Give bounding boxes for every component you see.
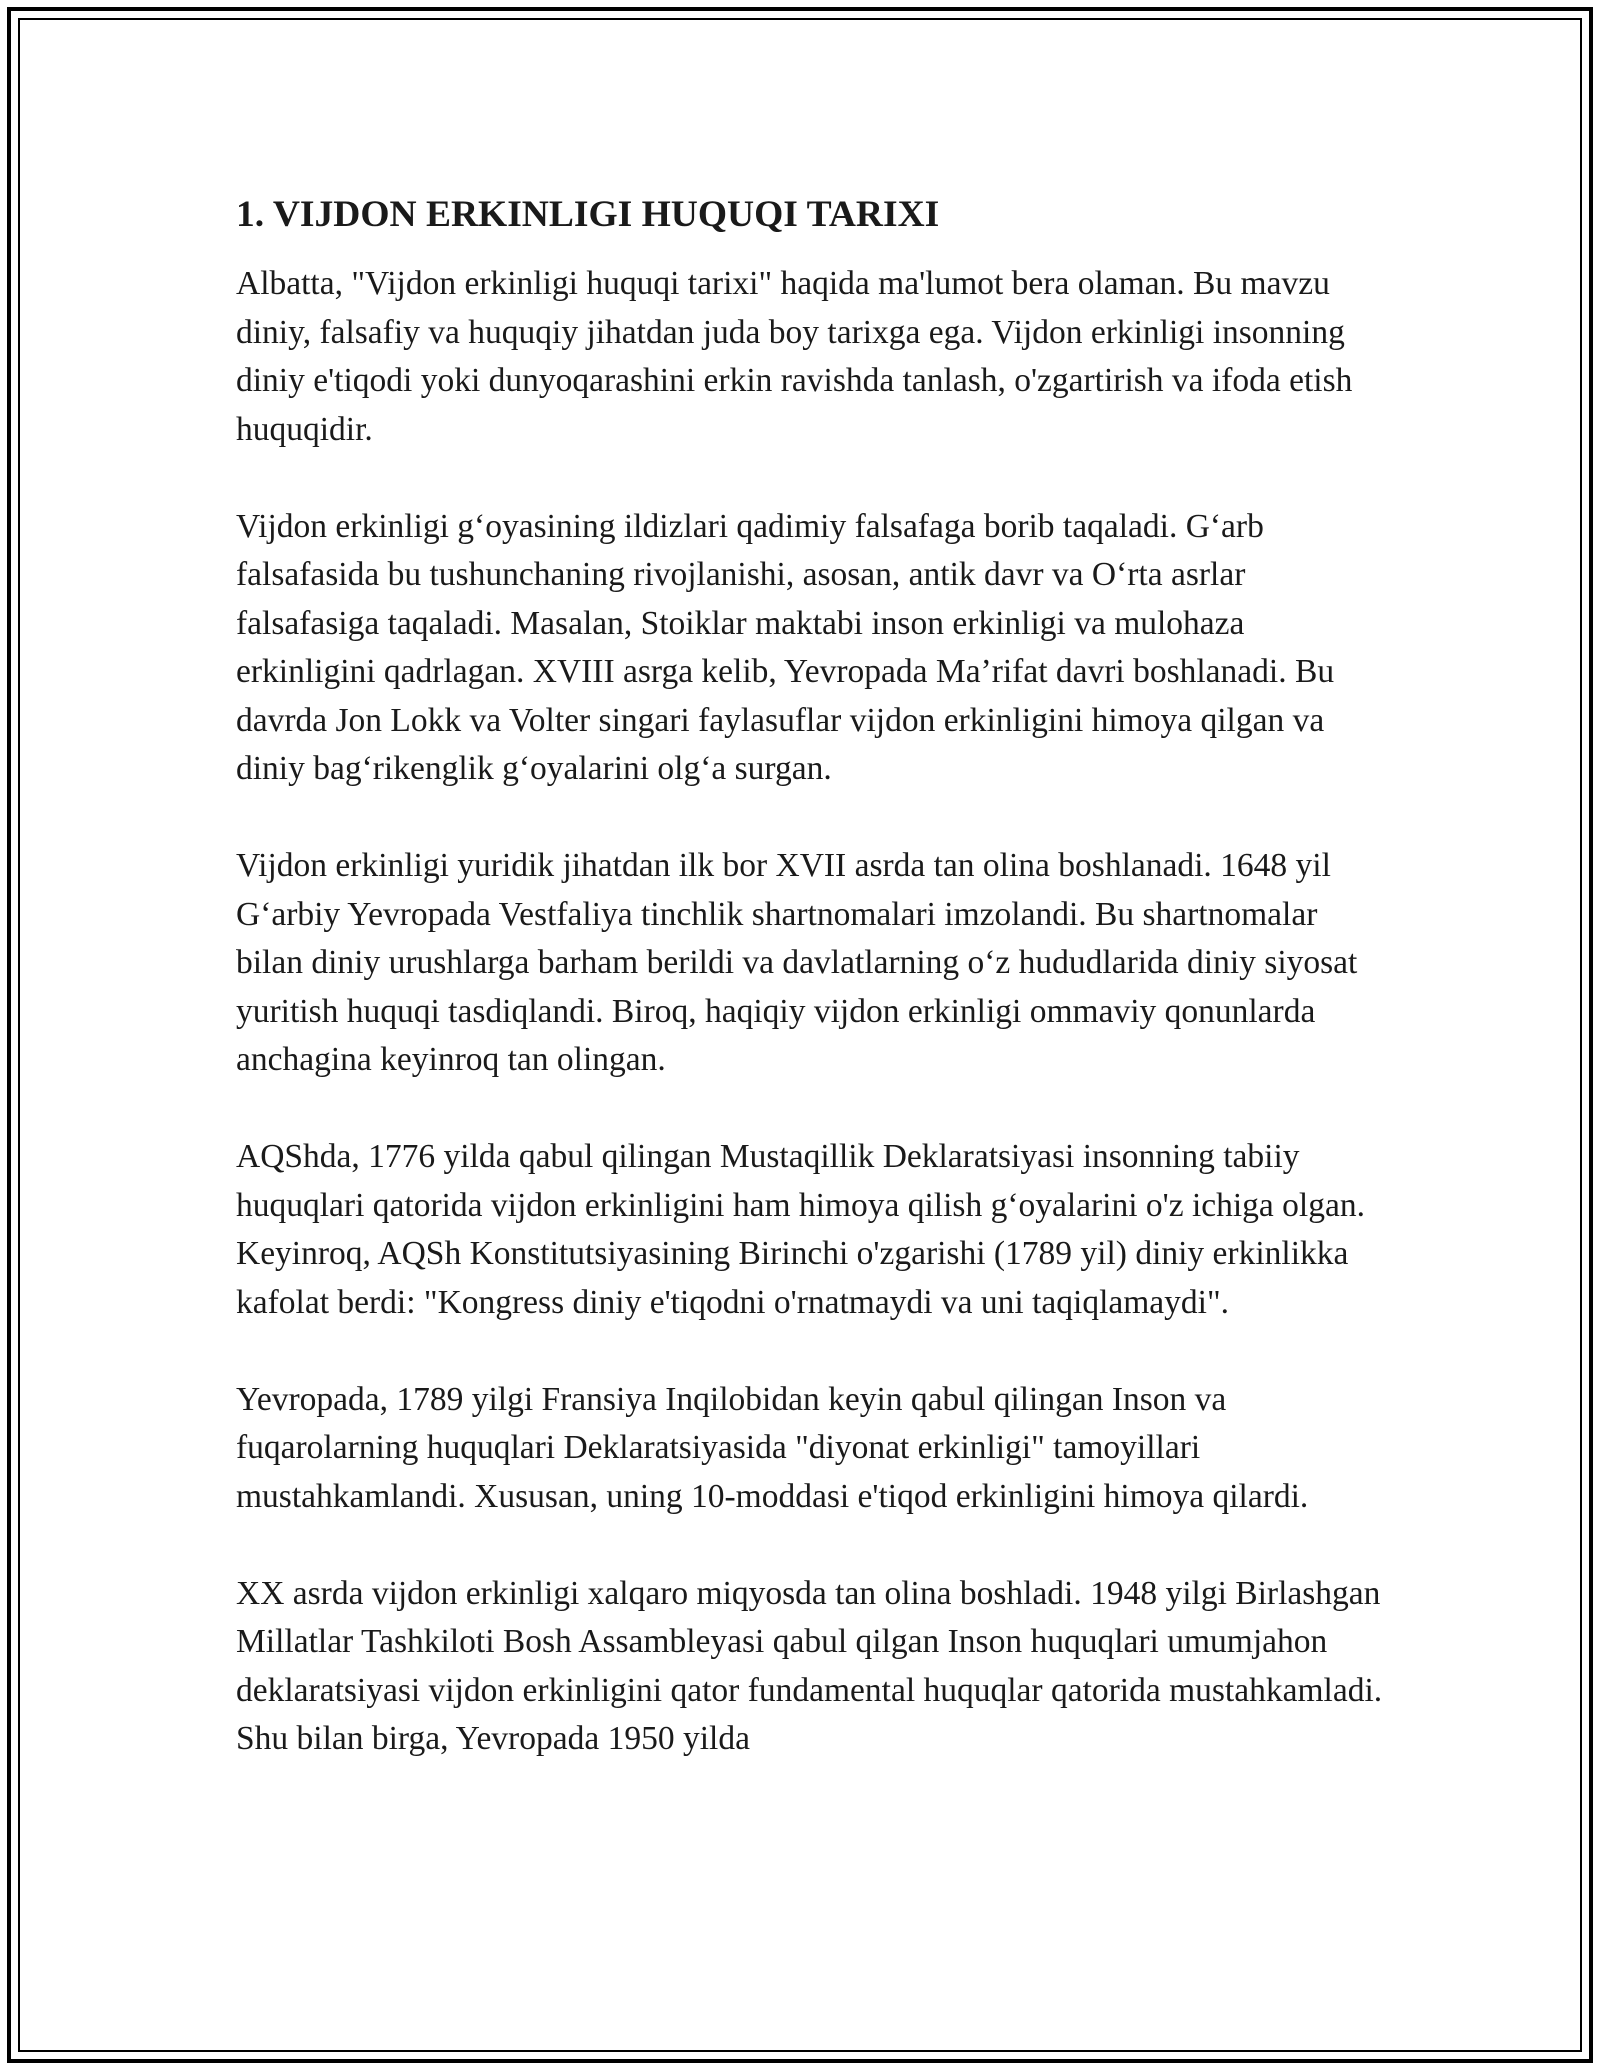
paragraph-2: Vijdon erkinligi g‘oyasining ildizlari qadimiy falsafaga borib taqaladi. G‘arb falsafasida bu tushunchaning rivojlanishi, asosan, antik davr va O‘rta asrlar falsafasiga taqaladi. Masalan, Stoiklar maktabi inson erkinligi va mulohaza erkinligini qadrlagan. XVIII asrga kelib, Yevropada Ma’rifat davri boshlanadi. Bu davrda Jon Lokk va Volter singari faylasuflar vijdon erkinligini himoya qilgan va diniy bag‘rikenglik g‘oyalarini olg‘a surgan.	[236, 507, 1335, 787]
paragraph-1: Albatta, "Vijdon erkinligi huquqi tarixi" haqida ma'lumot bera olaman. Bu mavzu diniy, falsafiy va huquqiy jihatdan juda boy tarixga ega. Vijdon erkinligi insonning diniy e'tiqodi yoki dunyoqarashini erkin ravishda tanlash, o'zgartirish va ifoda etish huquqidir.	[236, 265, 1353, 448]
paragraph-6: XX asrda vijdon erkinligi xalqaro miqyosda tan olina boshladi. 1948 yilgi Birlashgan Millatlar Tashkiloti Bosh Assambleyasi qabul qilgan Inson huquqlari umumjahon deklaratsiyasi vijdon erkinligini qator fundamental huquqlar qatorida mustahkamladi. Shu bilan birga, Yevropada 1950 yilda	[236, 1574, 1383, 1757]
document-body	[236, 186, 1386, 1812]
paragraph-4: AQShda, 1776 yilda qabul qilingan Mustaqillik Deklaratsiyasi insonning tabiiy huquqlari qatorida vijdon erkinligini ham himoya qilish g‘oyalarini o'z ichiga olgan. Keyinroq, AQSh Konstitutsiyasining Birinchi o'zgarishi (1789 yil) diniy erkinlikka kafolat berdi: "Kongress diniy e'tiqodni o'rnatmaydi va uni taqiqlamaydi".	[236, 1138, 1365, 1321]
paragraph-5: Yevropada, 1789 yilgi Fransiya Inqilobidan keyin qabul qilingan Inson va fuqarolarning huquqlari Deklaratsiyasida "diyonat erkinligi" tamoyillari mustahkamlandi. Xususan, uning 10-moddasi e'tiqod erkinligini himoya qilardi.	[236, 1380, 1309, 1515]
paragraph-3: Vijdon erkinligi yuridik jihatdan ilk bor XVII asrda tan olina boshlanadi. 1648 yil G‘arbiy Yevropada Vestfaliya tinchlik shartnomalari imzolandi. Bu shartnomalar bilan diniy urushlarga barham berildi va davlatlarning o‘z hududlarida diniy siyosat yuritish huquqi tasdiqlandi. Biroq, haqiqiy vijdon erkinligi ommaviy qonunlarda anchagina keyinroq tan olingan.	[236, 847, 1358, 1078]
document-title: 1. VIJDON ERKINLIGI HUQUQI TARIXI	[236, 194, 940, 235]
